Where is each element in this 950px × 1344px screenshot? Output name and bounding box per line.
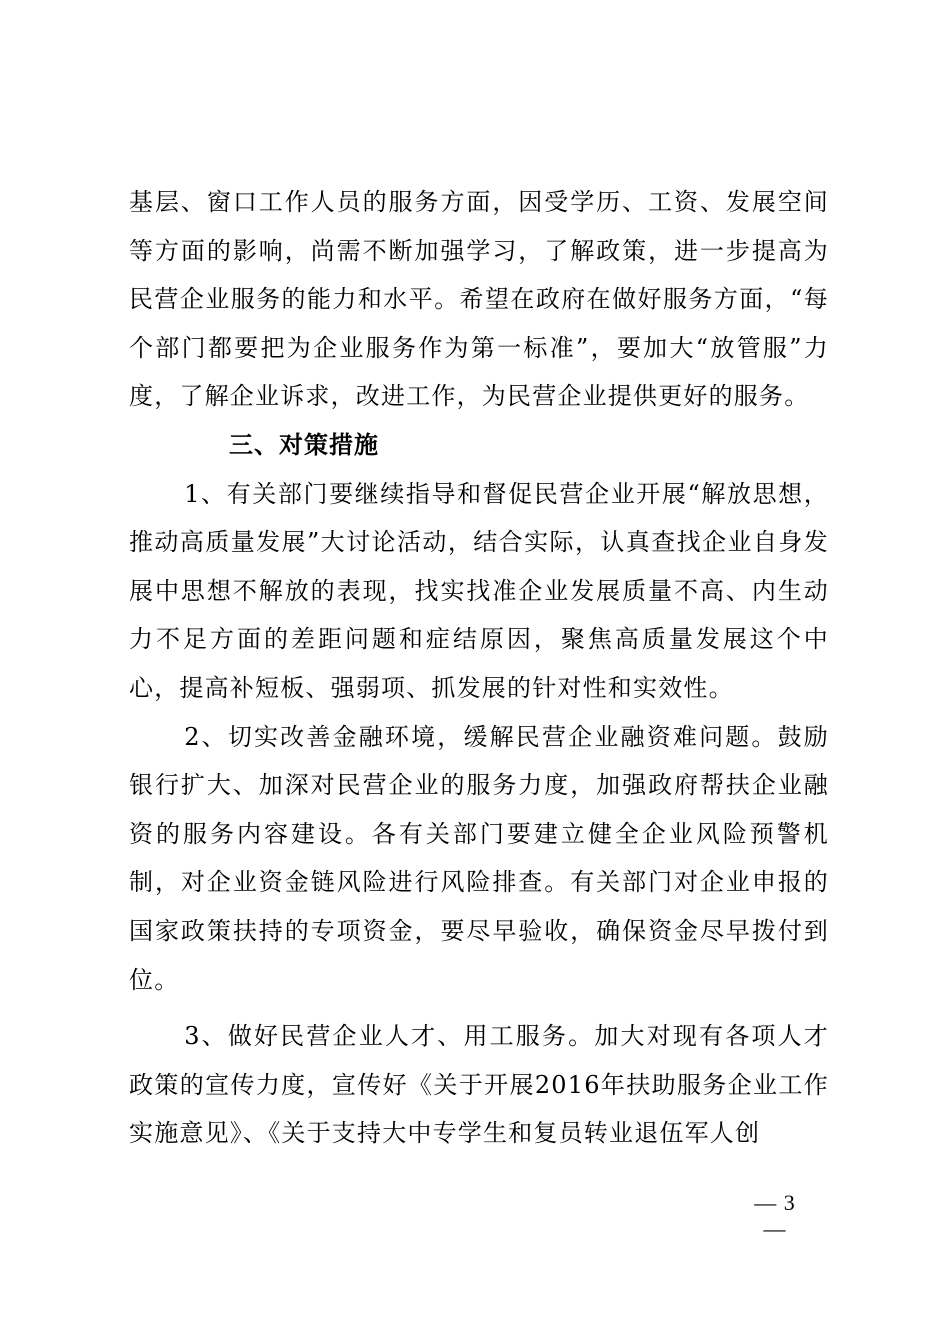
page-number: — 3 — <box>754 1190 796 1241</box>
document-body <box>129 178 829 1158</box>
paragraph-measure-3: 3、做好民营企业人才、用工服务。加大对现有各项人才政策的宣传力度，宣传好《关于开展2016年扶助服务企业工作实施意见》、《关于支持大中专学生和复员转业退伍军人创 <box>129 1022 829 1148</box>
section-heading: 三、对策措施 <box>229 430 379 459</box>
paragraph-continuation: 基层、窗口工作人员的服务方面，因受学历、工资、发展空间等方面的影响，尚需不断加强学习，了解政策，进一步提高为民营企业服务的能力和水平。希望在政府在做好服务方面，“每个部门都要把为企业服务作为第一标准”，要加大“放管服”力度，了解企业诉求，改进工作，为民营企业提供更好的服务。 <box>129 188 829 411</box>
paragraph-measure-2: 2、切实改善金融环境，缓解民营企业融资难问题。鼓励银行扩大、加深对民营企业的服务力度，加强政府帮扶企业融资的服务内容建设。各有关部门要建立健全企业风险预警机制，对企业资金链风险进行风险排查。有关部门对企业申报的国家政策扶持的专项资金，要尽早验收，确保资金尽早拨付到位。 <box>129 722 829 994</box>
paragraph-measure-1: 1、有关部门要继续指导和督促民营企业开展“解放思想，推动高质量发展”大讨论活动，结合实际，认真查找企业自身发展中思想不解放的表现，找实找准企业发展质量不高、内生动力不足方面的差距问题和症结原因，聚焦高质量发展这个中心，提高补短板、强弱项、抓发展的针对性和实效性。 <box>129 479 829 702</box>
